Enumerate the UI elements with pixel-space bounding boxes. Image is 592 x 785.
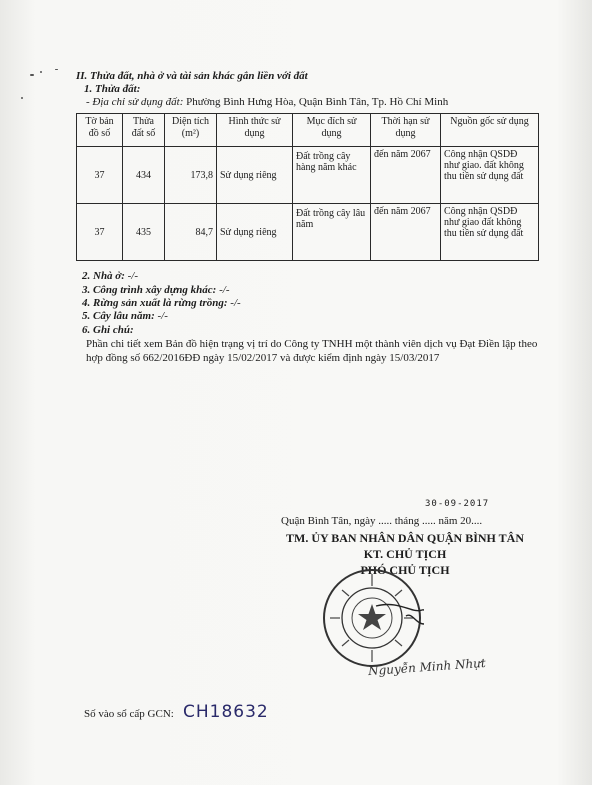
house-label: 2. Nhà ở:	[82, 270, 125, 282]
house-item	[82, 270, 138, 282]
col-header-origin: Nguồn gốc sử dụng	[441, 114, 539, 147]
col-header-purpose: Mục đích sử dụng	[293, 114, 371, 147]
construction-value: -/-	[219, 284, 230, 296]
scan-speck	[21, 97, 23, 99]
cell-use-form: Sử dụng riêng	[217, 147, 293, 204]
table-header-row	[77, 114, 539, 147]
cell-origin: Công nhận QSDĐ như giao đất không thu tiền sử dụng đất	[441, 204, 539, 261]
place-date-line: Quận Bình Tân, ngày ..... tháng ..... năm 20....	[281, 515, 483, 527]
address-value: Phường Bình Hưng Hòa, Quận Bình Tân, Tp. Hồ Chí Minh	[186, 96, 449, 108]
cell-term: đến năm 2067	[371, 204, 441, 261]
official-seal-icon	[320, 566, 424, 670]
scan-speck	[40, 71, 42, 73]
cell-area: 84,7	[165, 204, 217, 261]
forest-value: -/-	[230, 297, 241, 309]
address-label: - Địa chỉ sử dụng đất:	[86, 96, 184, 108]
land-plot-heading: 1. Thửa đất:	[84, 83, 141, 95]
date-stamp: 30-09-2017	[425, 499, 490, 509]
role-line-2: PHÓ CHỦ TỊCH	[360, 563, 450, 577]
cell-purpose: Đất trồng cây lâu năm	[293, 204, 371, 261]
section-title: II. Thửa đất, nhà ở và tài sản khác gắn liền với đất	[76, 70, 308, 82]
notes-label: 6. Ghi chú:	[82, 324, 134, 336]
certificate-label: Số vào sổ cấp GCN:	[84, 708, 174, 720]
perennial-value: -/-	[157, 310, 168, 322]
forest-label: 4. Rừng sản xuất là rừng trồng:	[82, 297, 228, 309]
cell-map-sheet: 37	[77, 204, 123, 261]
scan-speck	[30, 74, 34, 76]
cell-term: đến năm 2067	[371, 147, 441, 204]
table-row	[77, 204, 539, 261]
perennial-item	[82, 310, 168, 322]
perennial-label: 5. Cây lâu năm:	[82, 310, 155, 322]
land-address	[86, 96, 448, 108]
table-row	[77, 147, 539, 204]
cell-origin: Công nhận QSDĐ như giao. đất không thu tiền sử dụng đất	[441, 147, 539, 204]
construction-label: 3. Công trình xây dựng khác:	[82, 284, 217, 296]
construction-item	[82, 284, 229, 296]
scan-speck	[55, 69, 58, 70]
forest-item	[82, 297, 241, 309]
cell-use-form: Sử dụng riêng	[217, 204, 293, 261]
signer-name: Nguyễn Minh Nhựt	[367, 655, 487, 679]
col-header-map-sheet: Tờ bản đồ số	[77, 114, 123, 147]
authority-title: TM. ỦY BAN NHÂN DÂN QUẬN BÌNH TÂN	[285, 531, 524, 545]
cell-plot: 434	[123, 147, 165, 204]
land-table	[76, 113, 539, 261]
house-value: -/-	[127, 270, 139, 282]
col-header-plot: Thửa đất số	[123, 114, 165, 147]
notes-text: Phần chi tiết xem Bản đồ hiện trạng vị trí do Công ty TNHH một thành viên dịch vụ Đạt Điền lập theo hợp đồng số 662/2016ĐĐ ngày 15/02/2017 và được kiểm định ngày 15/03/2017	[86, 338, 538, 364]
role-line-1: KT. CHỦ TỊCH	[363, 547, 447, 561]
certificate-code: CH18632	[183, 702, 269, 722]
col-header-area: Diện tích (m²)	[165, 114, 217, 147]
col-header-use-form: Hình thức sử dụng	[217, 114, 293, 147]
cell-plot: 435	[123, 204, 165, 261]
cell-purpose: Đất trồng cây hàng năm khác	[293, 147, 371, 204]
cell-area: 173,8	[165, 147, 217, 204]
cell-map-sheet: 37	[77, 147, 123, 204]
notes-heading	[82, 324, 134, 336]
col-header-term: Thời hạn sử dụng	[371, 114, 441, 147]
